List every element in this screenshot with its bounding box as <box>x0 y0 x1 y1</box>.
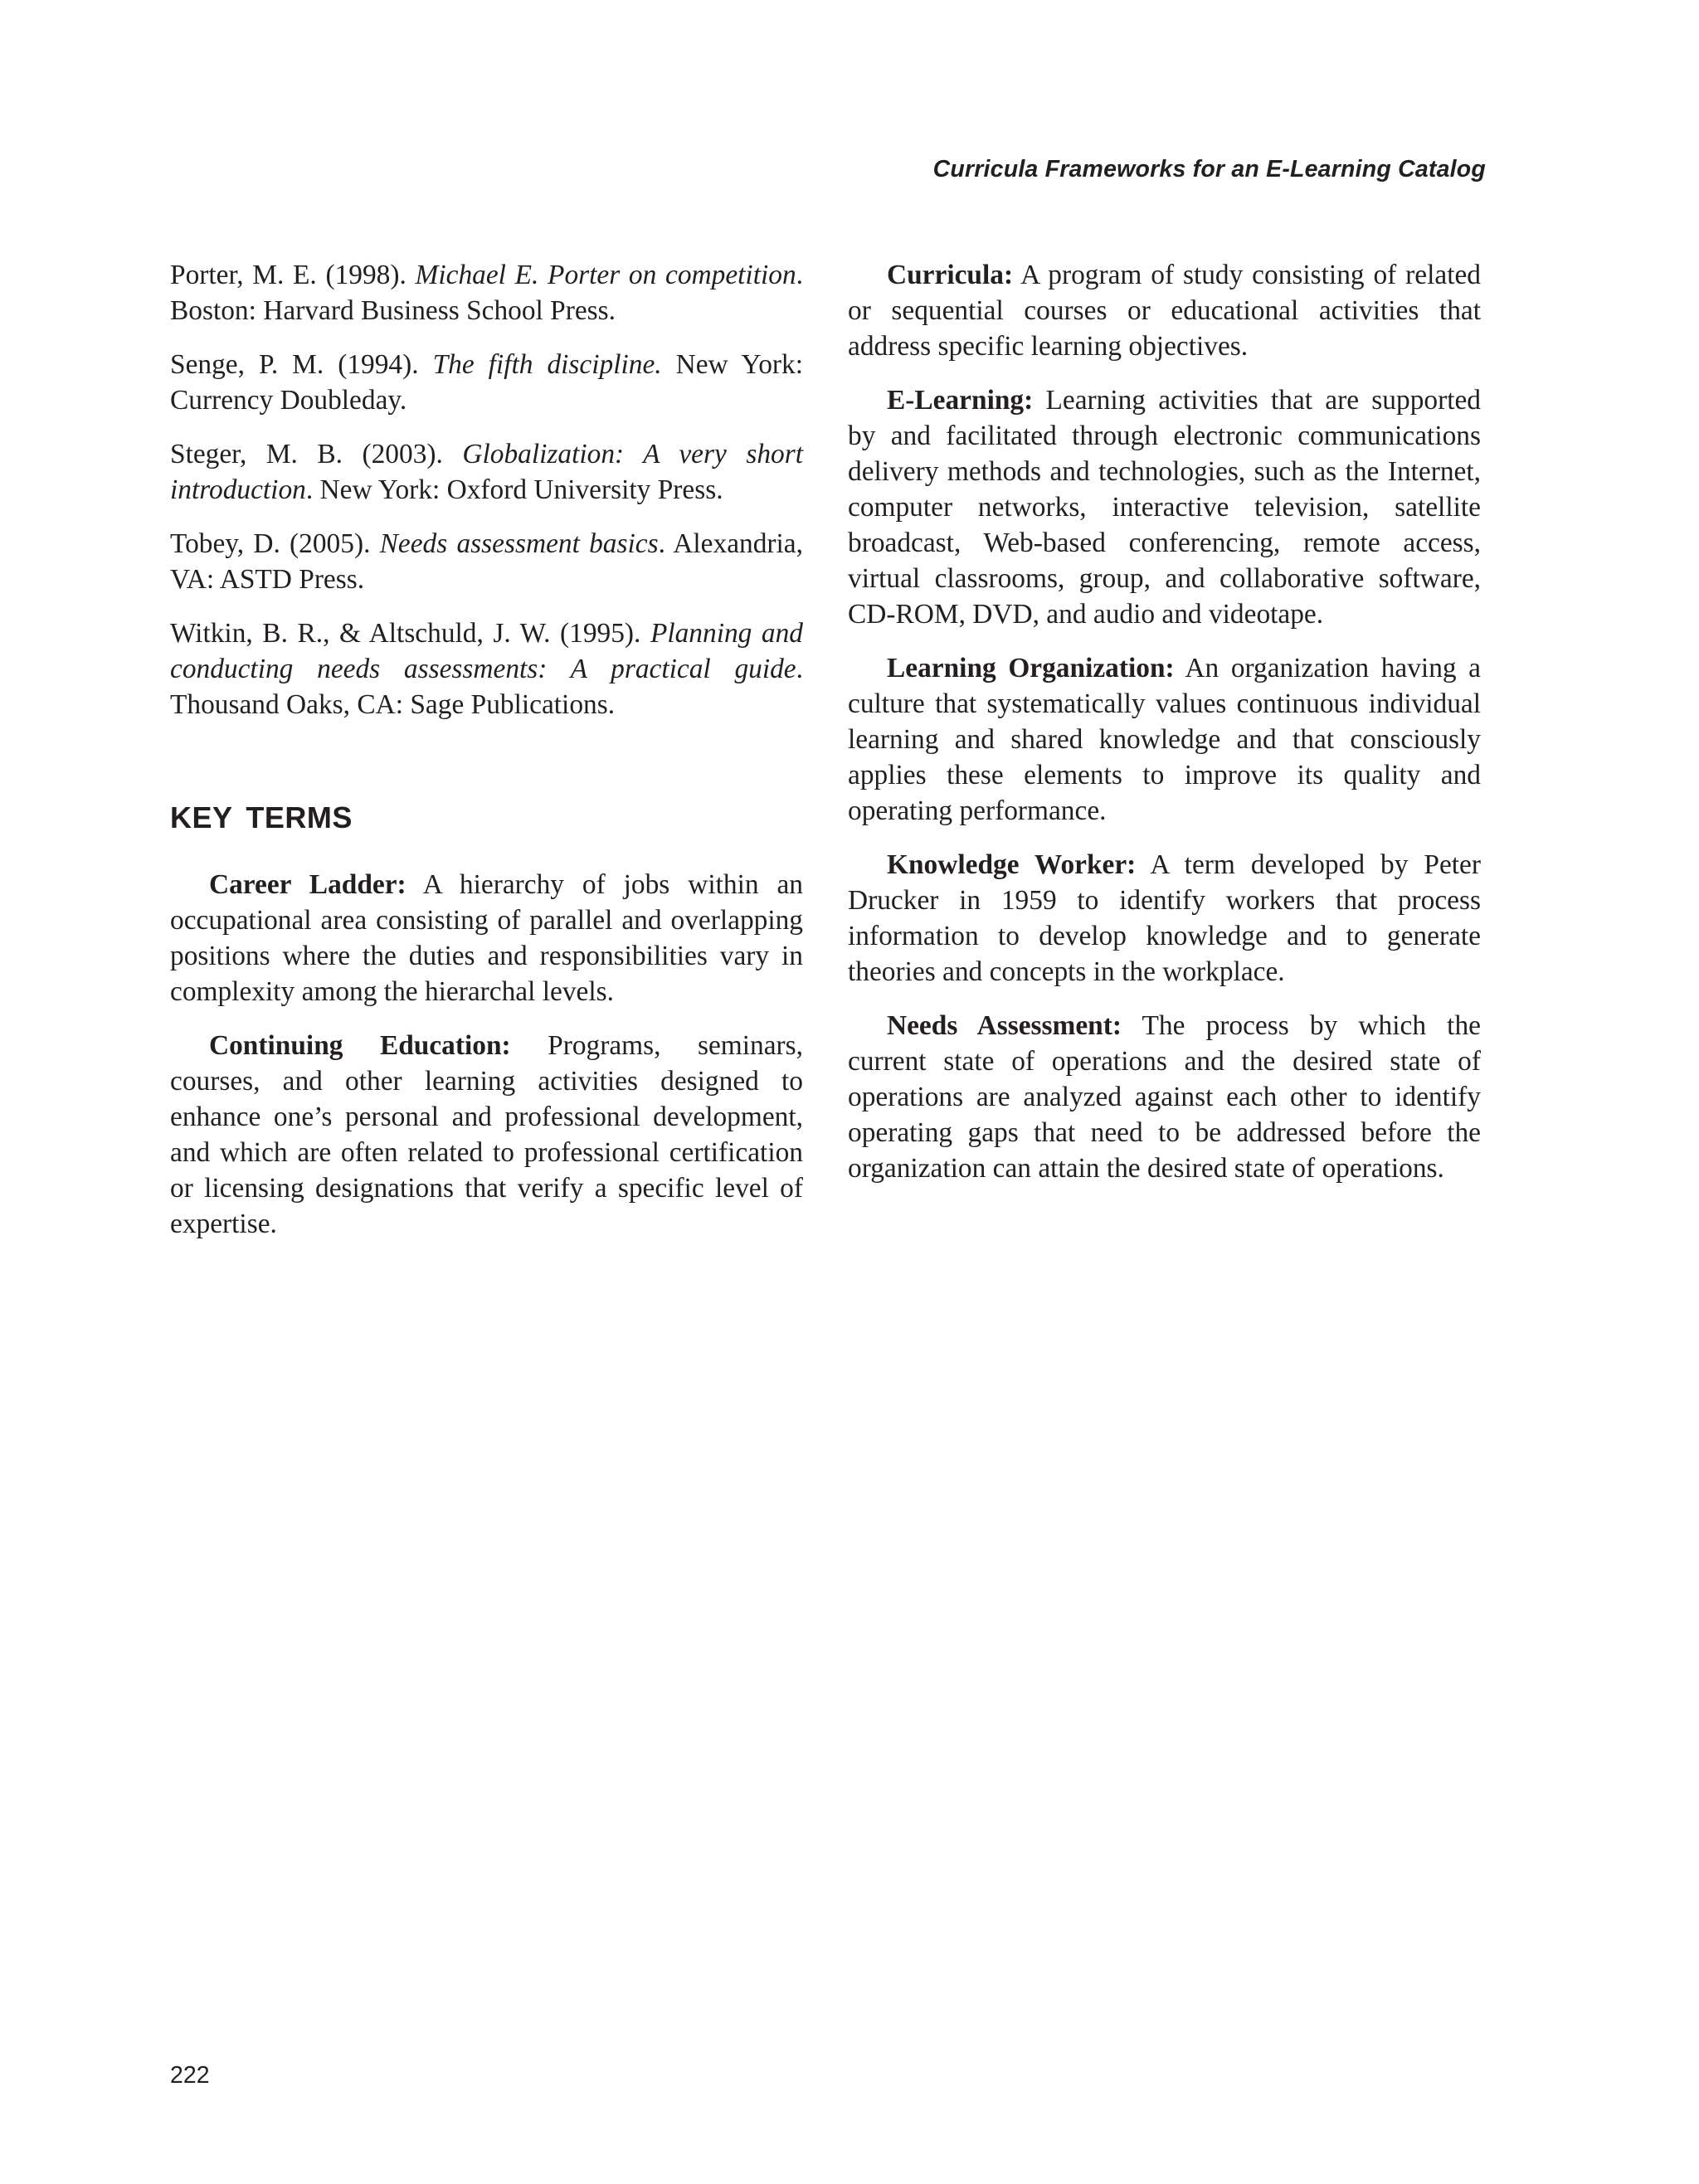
left-column <box>170 257 803 1260</box>
reference-publisher: . Boston: Harvard Business School Press. <box>170 260 804 326</box>
reference-title: Michael E. Porter on competition <box>415 260 796 290</box>
term-definition: Learning activities that are supported by and facilitated through electronic communications delivery methods and technologies, such as the Internet, computer networks, interactive television, satellite broadcast, Web-based conferencing, remote access, virtual classrooms, group, and collaborative software, CD-ROM, DVD, and audio and videotape. <box>848 385 1481 630</box>
reference-senge <box>170 347 803 418</box>
right-column <box>848 257 1481 1204</box>
reference-publisher: New York: Currency Doubleday. <box>170 349 803 416</box>
term-definition: A program of study consisting of related or sequential courses or educational activities that address specific learning objectives. <box>848 260 1481 362</box>
term-definition: An organization having a culture that systematically values continuous individual learning and shared knowledge and that consciously applies these elements to improve its quality and operating performance. <box>848 653 1481 826</box>
term-label: E-Learning: <box>887 385 1034 416</box>
term-knowledge-worker <box>848 847 1481 990</box>
reference-title: Planning and conducting needs assessments: A practical guide <box>170 618 803 684</box>
reference-author-date: Witkin, B. R., & Altschuld, J. W. (1995). <box>170 618 650 649</box>
reference-publisher: . Thousand Oaks, CA: Sage Publications. <box>170 654 803 720</box>
reference-title: The fifth discipline. <box>432 349 662 380</box>
reference-title: Globalization: A very short introduction <box>170 439 803 505</box>
term-e-learning <box>848 382 1481 632</box>
running-header: Curricula Frameworks for an E-Learning Catalog <box>932 156 1486 182</box>
term-label: Career Ladder: <box>209 869 406 900</box>
reference-author-date: Tobey, D. (2005). <box>170 528 380 559</box>
page-number: 222 <box>170 2062 210 2089</box>
term-learning-organization <box>848 650 1481 829</box>
reference-witkin <box>170 615 803 722</box>
reference-title: Needs assessment basics <box>379 528 659 559</box>
term-definition: The process by which the current state of operations and the desired state of operations are analyzed against each other to identify operating gaps that need to be addressed before the organization can attain the desired state of operations. <box>848 1010 1481 1184</box>
reference-author-date: Senge, P. M. (1994). <box>170 349 433 380</box>
reference-author-date: Steger, M. B. (2003). <box>170 439 463 469</box>
reference-porter <box>170 257 803 328</box>
key-terms-heading: KEY TERMS <box>170 800 353 834</box>
term-career-ladder <box>170 867 803 1009</box>
reference-tobey <box>170 526 803 597</box>
term-definition: A term developed by Peter Drucker in 1959 to identify workers that process information to develop knowledge and to generate theories and concepts in the workplace. <box>848 849 1481 987</box>
reference-author-date: Porter, M. E. (1998). <box>170 260 416 290</box>
term-needs-assessment <box>848 1008 1481 1186</box>
term-label: Needs Assessment: <box>887 1010 1122 1041</box>
reference-publisher: . Alexandria, VA: ASTD Press. <box>170 528 803 595</box>
term-definition: A hierarchy of jobs within an occupational area consisting of parallel and overlapping positions where the duties and responsibilities vary in complexity among the hierarchal levels. <box>170 869 803 1007</box>
reference-steger <box>170 436 803 508</box>
term-label: Curricula: <box>887 260 1014 290</box>
term-definition: Programs, seminars, courses, and other learning activities designed to enhance one’s personal and professional development, and which are often related to professional certification or licensing designations that verify a specific level of expertise. <box>170 1030 803 1239</box>
reference-publisher: . New York: Oxford University Press. <box>305 474 723 505</box>
term-curricula <box>848 257 1481 364</box>
term-label: Continuing Education: <box>209 1030 511 1061</box>
term-label: Learning Organization: <box>887 653 1175 683</box>
term-label: Knowledge Worker: <box>887 849 1137 880</box>
term-continuing-education <box>170 1028 803 1242</box>
